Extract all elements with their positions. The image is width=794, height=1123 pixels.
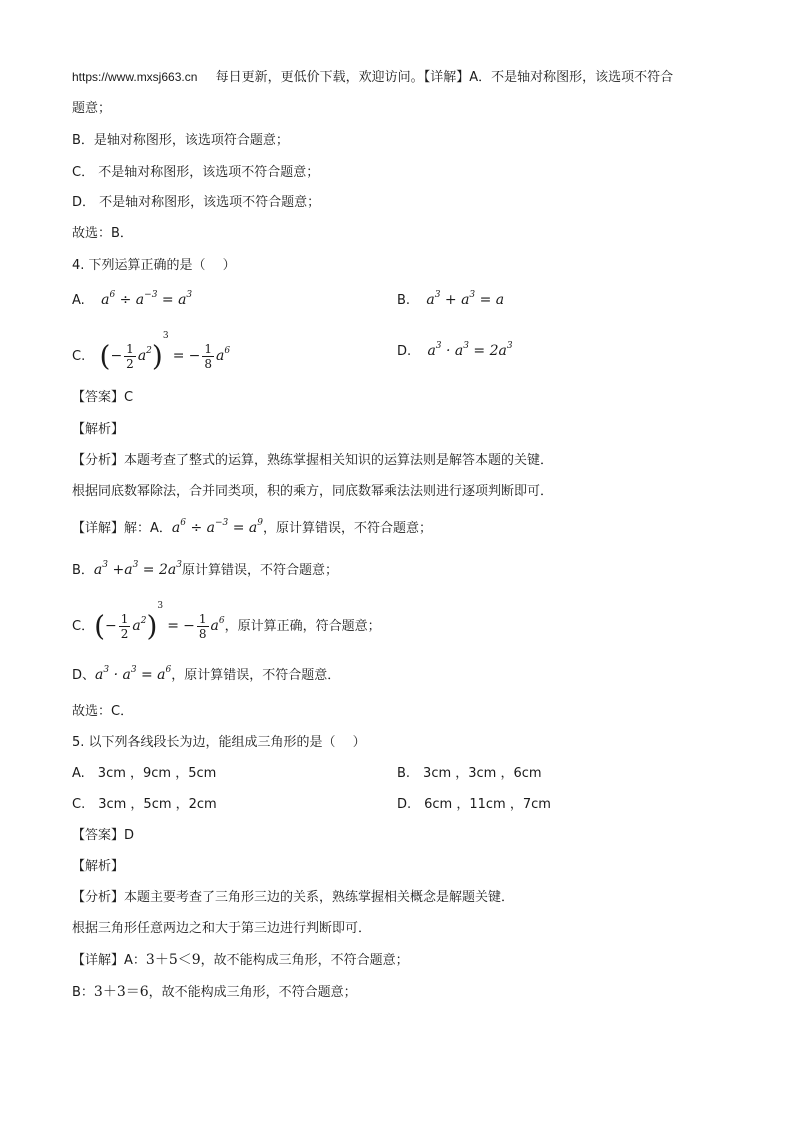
q5-detail-b-prefix: B： — [72, 985, 94, 1000]
q3-detail-a-cont: 题意； — [72, 101, 112, 116]
q5-stem: 5. 以下列各线段长为边，能组成三角形的是（ ） — [72, 735, 366, 750]
q5-detail-a-expr: 3＋5＜9 — [145, 952, 201, 968]
q4-option-d — [397, 341, 513, 362]
q4-detail-b-tail: 原计算错误，不符合题意； — [181, 563, 338, 578]
q4-option-c-label: C. — [72, 349, 86, 364]
q4-detail-d-prefix: D、 — [72, 668, 96, 683]
q4-detail-d-expr: $a^3 \cdot a^3 = a^6$ — [95, 665, 172, 683]
q4-option-b-label: B. — [397, 293, 411, 308]
q5-analysis-2: 根据三角形任意两边之和大于第三边进行判断即可． — [72, 921, 372, 936]
q4-detail-b — [72, 560, 338, 581]
q4-option-a — [72, 290, 192, 311]
q4-analysis-title: 【解析】 — [72, 422, 125, 437]
q4-analysis-1: 【分析】本题考查了整式的运算，熟练掌握相关知识的运算法则是解答本题的关键． — [72, 453, 554, 468]
q4-detail-a-expr: $a^6 \div a^{-3} = a^9$ — [171, 518, 263, 536]
q4-detail-d-tail: ，原计算错误，不符合题意． — [171, 668, 341, 683]
q4-detail-c-prefix: C． — [72, 619, 95, 634]
site-url[interactable]: https://www.mxsj663.cn — [72, 70, 198, 84]
q5-answer: 【答案】D — [72, 828, 135, 843]
q4-detail-b-expr: $a^3 +a^3 = 2a^3$ — [93, 560, 182, 578]
q5-detail-b-tail: ，故不能构成三角形，不符合题意； — [148, 985, 357, 1000]
q3-detail-b: B．是轴对称图形，该选项符合题意； — [72, 133, 289, 148]
q3-detail-d: D． 不是轴对称图形，该选项不符合题意； — [72, 195, 321, 210]
q4-option-a-label: A. — [72, 293, 85, 308]
q5-detail-a — [72, 950, 409, 971]
q4-option-c — [72, 331, 231, 373]
site-slogan: 每日更新，更低价下载，欢迎访问。 — [215, 70, 424, 85]
q4-analysis-2: 根据同底数幂除法，合并同类项，积的乘方，同底数幂乘法法则进行逐项判断即可． — [72, 484, 554, 499]
q5-detail-b-expr: 3＋3＝6 — [93, 984, 149, 1000]
q5-analysis-title: 【解析】 — [72, 859, 125, 874]
q3-detail-a: 【详解】A．不是轴对称图形，该选项不符合 — [423, 70, 674, 85]
q4-detail-c-tail: ，原计算正确，符合题意； — [224, 619, 381, 634]
q5-option-a: A. 3cm ，9cm ，5cm — [72, 766, 217, 781]
q4-option-a-expr: $a^6 \div a^{-3} = a^3$ — [101, 290, 193, 308]
q4-option-d-label: D. — [397, 344, 412, 359]
q5-analysis-1: 【分析】本题主要考查了三角形三边的关系，熟练掌握相关概念是解题关键． — [72, 890, 515, 905]
q3-detail-c: C． 不是轴对称图形，该选项不符合题意； — [72, 165, 320, 180]
q4-detail-d — [72, 665, 340, 686]
q4-option-d-expr: $a^3 \cdot a^3 = 2a^3$ — [427, 341, 513, 359]
q4-detail-a — [72, 518, 432, 539]
q4-option-c-expr: (− $\frac{1}{2}$ $a^2)^3$ = − $\frac{1}{8}$ $a^6$ — [99, 331, 231, 373]
q4-detail-c — [72, 601, 381, 643]
q5-option-b: B. 3cm ，3cm ，6cm — [397, 766, 542, 781]
q5-detail-a-tail: ，故不能构成三角形，不符合题意； — [200, 953, 409, 968]
q5-detail-b — [72, 982, 357, 1003]
q5-option-c: C. 3cm ，5cm ，2cm — [72, 797, 217, 812]
q4-detail-c-expr: (− $\frac{1}{2}$ $a^2)^3$ = − $\frac{1}{8}$ $a^6$ — [94, 601, 225, 643]
q5-option-d: D. 6cm ，11cm ，7cm — [397, 797, 551, 812]
q4-detail-prefix: 【详解】解：A． — [72, 521, 172, 536]
q4-detail-b-prefix: B． — [72, 563, 94, 578]
q4-answer: 【答案】C — [72, 390, 134, 405]
q4-pick: 故选：C． — [72, 704, 134, 719]
header-line — [72, 67, 673, 88]
q4-detail-a-tail: ，原计算错误，不符合题意； — [262, 521, 432, 536]
q3-pick: 故选：B． — [72, 226, 133, 241]
q4-option-b — [397, 290, 504, 311]
q4-option-b-expr: $a^3 + a^3 = a$ — [426, 290, 505, 308]
q5-detail-a-prefix: 【详解】A： — [72, 953, 146, 968]
q4-stem: 4. 下列运算正确的是（ ） — [72, 258, 236, 273]
